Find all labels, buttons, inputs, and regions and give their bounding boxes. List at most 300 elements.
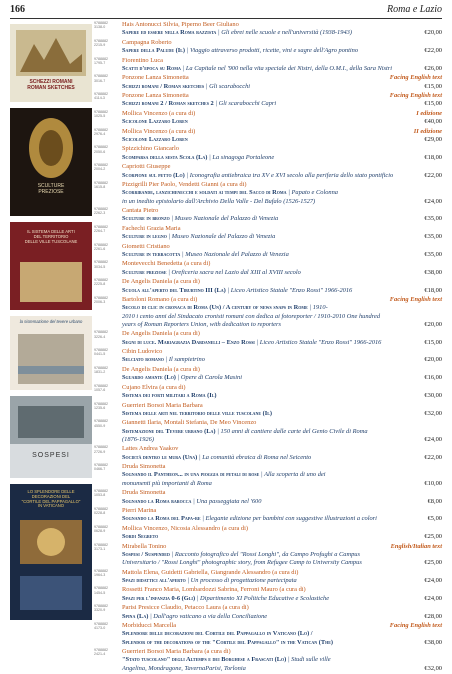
- entry-line: [122, 207, 442, 215]
- cover-schizzi-romani[interactable]: [10, 24, 92, 102]
- line-main: [122, 595, 329, 603]
- entry-text: [122, 384, 442, 401]
- price: €40,00: [424, 118, 442, 126]
- book-title: Sapere della Palude (Il): [122, 47, 186, 55]
- author: Mattola Elena, Guidetti Gabriella, Giangrande Alessandro (a cura di): [122, 568, 299, 576]
- line-main: [122, 471, 326, 479]
- entry-text: [122, 543, 442, 568]
- entry-text: [122, 243, 442, 260]
- isbn-part: 9788882: [94, 145, 108, 150]
- book-title: Scicolone Lazzaro Loren: [122, 118, 188, 126]
- line-main: [122, 498, 261, 506]
- isbn-code: [94, 39, 119, 56]
- isbn-part: 9788882: [94, 401, 108, 406]
- book-title: Sistema dei forti militari a Roma (Il): [122, 392, 217, 400]
- catalog-entry[interactable]: [94, 648, 442, 673]
- entry-line: [122, 136, 442, 144]
- isbn-code: [94, 207, 119, 224]
- price: €38,00: [424, 268, 442, 276]
- entry-line: [122, 181, 442, 189]
- cover-line: PREZIOSE: [38, 188, 64, 195]
- line-main: [122, 392, 217, 400]
- author: Ponzone Lanza Simonetta: [122, 74, 189, 82]
- line-main: [122, 198, 315, 206]
- line-main: [122, 366, 200, 374]
- subtitle: | Gli ebrei nelle scuole e nell'università (1938-1943): [216, 29, 352, 37]
- line-main: [122, 656, 331, 664]
- subtitle: | Viaggio attraverso prodotti, ricette, vini e sagre dell'Agro pontino: [185, 47, 359, 55]
- catalog-entry[interactable]: [94, 330, 442, 347]
- catalog-entry[interactable]: [94, 622, 442, 647]
- catalog-entry[interactable]: [94, 419, 442, 444]
- entry-line: [122, 525, 442, 533]
- entry-text: [122, 207, 442, 224]
- cover-title: [13, 452, 89, 460]
- line-main: [122, 515, 377, 523]
- line-main: [122, 278, 200, 286]
- price: €15,00: [424, 82, 442, 90]
- line-main: [122, 445, 178, 453]
- entry-line: [122, 419, 442, 427]
- author: Lattes Andrea Yaakov: [122, 445, 179, 453]
- isbn-code: [94, 366, 119, 383]
- isbn-part: 9788882: [94, 489, 108, 494]
- entry-line: [122, 384, 442, 392]
- line-main: [122, 207, 158, 215]
- book-title: Scorpione sul petto (Lo): [122, 171, 185, 179]
- line-main: [122, 243, 170, 251]
- price: €20,00: [424, 356, 442, 364]
- entry-line: [122, 251, 442, 259]
- entry-line: [122, 577, 442, 585]
- book-title: "Stato tuscolano" degli Altemps e dei Borghese a Frascati (Lo): [122, 656, 287, 664]
- price: €8,00: [427, 497, 442, 505]
- cover-sistema-arti[interactable]: [10, 222, 92, 310]
- entry-line: [122, 613, 442, 621]
- author: Ponzone Lanza Simonetta: [122, 92, 189, 100]
- subtitle: | Museo Nazionale del Palazzo di Venezia: [169, 215, 279, 223]
- isbn-part: 9788882: [94, 74, 108, 79]
- catalog-entry[interactable]: [94, 384, 442, 401]
- cover-line: SOSPESI: [32, 452, 70, 459]
- subtitle: | Papato e Colonna: [286, 189, 339, 197]
- cover-line: DELLE VILLE TUSCOLANE: [24, 238, 78, 244]
- subtitle: | Gli scarabocchi Capri: [213, 100, 277, 108]
- entry-line: [122, 21, 442, 29]
- cover-title: [13, 230, 89, 244]
- isbn-code: [94, 402, 119, 419]
- price: €20,00: [424, 29, 442, 37]
- isbn-part: 9788882: [94, 383, 108, 388]
- isbn-code: [94, 21, 119, 38]
- entry-line: [122, 463, 442, 471]
- entry-line: [122, 445, 442, 453]
- book-title: Sognando la Roma del Papa-re: [122, 515, 201, 523]
- cover-column: [10, 24, 92, 626]
- isbn-code: [94, 181, 119, 206]
- isbn-code: [94, 569, 119, 586]
- subtitle: | 1910-: [307, 304, 328, 312]
- isbn-code: [94, 622, 119, 647]
- line-main: [122, 543, 166, 551]
- book-title: Scorribande, lanzichenecchi e soldati ai tempi del Sacco di Roma: [122, 189, 287, 197]
- entry-text: [122, 604, 442, 621]
- subtitle: | Racconto fotografico del "Rossi Longhi", da Campo Profughi a Campus: [169, 550, 360, 558]
- entry-line: [122, 392, 442, 400]
- book-title: Spazi didattici all'aperto: [122, 576, 186, 584]
- subtitle: | Alla scoperta di uno dei: [259, 471, 326, 479]
- entry-line: [122, 515, 442, 523]
- isbn-part: 9788882: [94, 278, 108, 283]
- catalog-entry[interactable]: [94, 92, 442, 109]
- entry-line: [122, 260, 442, 268]
- price: €24,00: [424, 435, 442, 443]
- cover-line: la sistemazione del tevere urbano: [19, 319, 83, 324]
- isbn-part: 1454-5: [94, 590, 106, 595]
- isbn-code: [94, 648, 119, 673]
- price: €25,00: [424, 559, 442, 567]
- cover-line: IL SISTEMA DELLE ARTI: [27, 229, 75, 234]
- isbn-part: 9788882: [94, 524, 108, 529]
- price: €32,00: [424, 664, 442, 672]
- isbn-code: [94, 384, 119, 401]
- line-main: [122, 454, 311, 462]
- line-main: [122, 118, 188, 126]
- line-main: [122, 622, 176, 630]
- book-title: Splendore delle decorazioni del Cortile del Pappagallo in Vaticano (Lo) /: [122, 630, 313, 638]
- price: €30,00: [424, 392, 442, 400]
- line-main: [122, 507, 156, 515]
- entry-line: [122, 154, 442, 162]
- subtitle: (1876-1926): [122, 435, 154, 443]
- line-main: [122, 233, 275, 241]
- entry-text: [122, 296, 442, 329]
- catalog-entry[interactable]: [94, 243, 442, 260]
- entry-line: [122, 622, 442, 630]
- isbn-part: 1615-8: [94, 185, 106, 190]
- entry-line: [122, 339, 442, 347]
- isbn-part: 9788882: [94, 622, 108, 626]
- entry-text: [122, 525, 442, 542]
- cover-line: LO SPLENDORE DELLE: [27, 489, 75, 494]
- subtitle: | Oreficeria sacra nel Lazio dal XIII al XVIII secolo: [166, 268, 301, 276]
- catalog-entry[interactable]: [94, 348, 442, 365]
- catalog-entry[interactable]: [94, 525, 442, 542]
- line-main: [122, 489, 165, 497]
- book-title: Sognando la Roma barocca: [122, 497, 192, 505]
- catalog-entry[interactable]: [94, 39, 442, 56]
- edition-note: II edizione: [413, 127, 442, 135]
- isbn-part: 2215-9: [94, 42, 106, 47]
- isbn-part: 2261-6: [94, 246, 106, 251]
- entry-text: [122, 260, 442, 277]
- line-main: [122, 577, 297, 585]
- catalog-entry[interactable]: [94, 163, 442, 180]
- isbn-code: [94, 296, 119, 329]
- isbn-part: 1964-3: [94, 572, 106, 577]
- entry-text: [122, 348, 442, 365]
- entry-line: [122, 163, 442, 171]
- catalog-entry[interactable]: [94, 402, 442, 419]
- isbn-code: [94, 489, 119, 506]
- isbn-part: 9788882: [94, 21, 108, 25]
- line-main: [122, 163, 170, 171]
- entry-text: [122, 419, 442, 444]
- entry-text: [122, 21, 442, 38]
- section-title: Roma e Lazio: [387, 4, 442, 15]
- catalog-entry[interactable]: [94, 507, 442, 524]
- entry-line: [122, 304, 442, 312]
- isbn-part: 9788882: [94, 542, 108, 547]
- price: €22,00: [424, 171, 442, 179]
- isbn-code: [94, 243, 119, 260]
- author: Bartoloni Romano (a cura di): [122, 296, 198, 304]
- price: €22,00: [424, 47, 442, 55]
- isbn-code: [94, 128, 119, 145]
- isbn-code: [94, 163, 119, 180]
- line-main: [122, 57, 163, 65]
- isbn-part: 1795-7: [94, 60, 106, 65]
- author: Cantata Pietro: [122, 207, 159, 215]
- subtitle: 2010 i cento anni del Sindacato cronisti romani con dedica ai fotoreporter / 1910-2010 One hundred: [122, 312, 381, 320]
- author: Fachechi Grazia Maria: [122, 224, 181, 232]
- entry-line: [122, 454, 442, 462]
- entry-text: [122, 366, 442, 383]
- line-main: [122, 356, 205, 364]
- entry-line: [122, 39, 442, 47]
- price: €18,00: [424, 286, 442, 294]
- entry-line: [122, 296, 442, 304]
- entry-text: [122, 57, 442, 74]
- line-main: [122, 410, 272, 418]
- isbn-code: [94, 463, 119, 488]
- cover-line: DEL TERRITORIO: [33, 233, 69, 239]
- entry-line: [122, 507, 442, 515]
- catalog-entry[interactable]: [94, 145, 442, 162]
- line-main: [122, 172, 393, 180]
- subtitle: | Dipartimento XI Politiche Educative e Scolastiche: [195, 594, 330, 602]
- isbn-part: 2262-3: [94, 211, 106, 216]
- isbn-code: [94, 586, 119, 603]
- cover-sospesi[interactable]: [10, 396, 92, 478]
- price: €32,00: [424, 409, 442, 417]
- isbn-code: [94, 225, 119, 242]
- line-main: [122, 47, 358, 55]
- isbn-part: 3226-4: [94, 334, 106, 339]
- catalog-entry[interactable]: [94, 604, 442, 621]
- entry-line: [122, 533, 442, 541]
- price: €38,00: [424, 638, 442, 646]
- author: Hais Antonucci Silvia, Piperno Beer Giuliano: [122, 21, 239, 28]
- entry-text: [122, 489, 442, 506]
- entry-line: [122, 110, 442, 118]
- entry-text: [122, 402, 442, 419]
- line-main: [122, 269, 301, 277]
- entry-line: [122, 172, 442, 180]
- catalog-entry[interactable]: [94, 366, 442, 383]
- subtitle: years of Roman Reporters Union, with dedication to reporters: [122, 320, 281, 328]
- price: €35,00: [424, 233, 442, 241]
- catalog-entry[interactable]: [94, 225, 442, 242]
- isbn-part: 9788882: [94, 163, 108, 168]
- entry-line: [122, 118, 442, 126]
- price: €5,00: [427, 515, 442, 523]
- isbn-part: 2225-8: [94, 282, 106, 287]
- isbn-code: [94, 278, 119, 295]
- isbn-part: 9788882: [94, 181, 108, 186]
- catalog-entry[interactable]: [94, 57, 442, 74]
- catalog-entry[interactable]: [94, 586, 442, 603]
- author: Cujano Elvira (a cura di): [122, 383, 186, 391]
- isbn-part: 3320-9: [94, 608, 106, 613]
- cover-cortile-pappagallo[interactable]: [10, 484, 92, 620]
- catalog-entry[interactable]: [94, 74, 442, 91]
- cover-line: "CORTILE DEL PAPPAGALLO": [21, 498, 81, 504]
- entry-line: [122, 269, 442, 277]
- entry-line: [122, 74, 442, 82]
- isbn-part: 2006-3: [94, 300, 106, 305]
- line-main: [122, 21, 239, 29]
- entry-line: [122, 630, 442, 638]
- catalog-entry[interactable]: [94, 278, 442, 295]
- book-title: Scatti d'epoca su Roma: [122, 64, 181, 72]
- subtitle: | La Capitale nel '900 nella vita speciale dei Nistri, della O.M.I., della Sara Nistri: [180, 64, 393, 72]
- price: €24,00: [424, 594, 442, 602]
- isbn-code: [94, 348, 119, 365]
- entry-line: [122, 410, 442, 418]
- subtitle: | Gli scarabocchi: [204, 82, 251, 90]
- cover-sculture-preziose[interactable]: [10, 108, 92, 216]
- entry-line: [122, 47, 442, 55]
- isbn-part: 9788882: [94, 586, 108, 591]
- entry-line: [122, 92, 442, 100]
- line-main: [122, 251, 289, 259]
- line-main: [122, 145, 179, 153]
- cover-tevere[interactable]: [10, 316, 92, 390]
- line-main: [122, 613, 267, 621]
- catalog-entry[interactable]: [94, 463, 442, 488]
- isbn-part: 1053-8: [94, 493, 106, 498]
- price: €10,00: [424, 479, 442, 487]
- edition-note: English/Italian text: [390, 542, 442, 550]
- catalog-entry[interactable]: [94, 489, 442, 506]
- author: Mollica Vincenzo (a cura di): [122, 109, 196, 117]
- entry-text: [122, 586, 442, 603]
- catalog-entry[interactable]: [94, 110, 442, 127]
- catalog-entry[interactable]: [94, 21, 442, 38]
- line-main: [122, 74, 189, 82]
- isbn-part: 2050-6: [94, 149, 106, 154]
- author: Rossetti Franco Maria, Lombardozzi Sabrina, Ferroni Mauro (a cura di): [122, 586, 306, 594]
- price: €20,00: [424, 320, 442, 328]
- entry-text: [122, 163, 442, 180]
- book-title: Spazi per l'infanzia 0-6 (Gli): [122, 594, 196, 602]
- subtitle: | Iconografia antiebraica tra XV e XVI secolo alla periferia dello stato pontificio: [184, 171, 394, 179]
- line-main: [122, 189, 338, 197]
- catalog-entry[interactable]: [94, 445, 442, 462]
- line-main: [122, 374, 242, 382]
- isbn-part: 2264-7: [94, 229, 106, 234]
- entry-text: [122, 648, 442, 673]
- book-title: Sognando il Pantheon... in una pioggia di petali di rose: [122, 471, 260, 479]
- cover-line: SCHEZZI ROMANI: [29, 79, 73, 85]
- line-main: [122, 100, 276, 108]
- entry-text: [122, 39, 442, 56]
- line-main: [122, 287, 352, 295]
- entry-line: [122, 551, 442, 559]
- isbn-part: 9788882: [94, 463, 108, 468]
- book-title: Sculture preziose: [122, 268, 167, 276]
- isbn-part: 9788882: [94, 224, 108, 229]
- entry-line: [122, 287, 442, 295]
- entry-text: [122, 181, 442, 206]
- entry-line: [122, 243, 442, 251]
- isbn-code: [94, 330, 119, 347]
- isbn-part: 1057-6: [94, 387, 106, 392]
- line-main: [122, 384, 186, 392]
- author: Morbiducci Marcella: [122, 622, 177, 629]
- catalog-entry[interactable]: [94, 296, 442, 329]
- cover-line: DECORAZIONI DEL: [31, 493, 71, 499]
- book-title: Sordi Segreto: [122, 533, 159, 541]
- line-main: [122, 128, 195, 136]
- catalog-entry[interactable]: [94, 207, 442, 224]
- line-main: [122, 559, 362, 567]
- edition-note: Facing English text: [389, 92, 442, 100]
- line-main: [122, 225, 181, 233]
- subtitle: monumenti più importanti di Roma: [122, 479, 212, 487]
- author: Mollica Vincenzo (a cura di): [122, 127, 196, 135]
- catalog-entry[interactable]: [94, 569, 442, 586]
- cover-art: [10, 108, 92, 216]
- line-main: [122, 569, 298, 577]
- page-header: [10, 4, 442, 18]
- subtitle: | Museo Nazionale del Palazzo di Venezia: [166, 233, 276, 241]
- line-main: [122, 648, 231, 656]
- author: Guerrieri Borsoi Maria Barbara: [122, 401, 203, 409]
- entry-line: [122, 313, 442, 321]
- isbn-part: 0628-9: [94, 529, 106, 533]
- line-main: [122, 92, 189, 100]
- entry-text: [122, 74, 442, 91]
- isbn-part: 3173-1: [94, 546, 106, 551]
- entry-line: [122, 665, 442, 673]
- entry-line: [122, 57, 442, 65]
- line-main: [122, 39, 172, 47]
- catalog-entry[interactable]: [94, 543, 442, 568]
- entry-text: [122, 330, 442, 347]
- line-main: [122, 402, 203, 410]
- entry-text: [122, 278, 442, 295]
- book-title: Scicolone Lazzaro Loren: [122, 135, 188, 143]
- catalog-entry[interactable]: [94, 181, 442, 206]
- author: Pizzigrilli Pier Paolo, Vendetti Gianni (a cura di): [122, 181, 247, 189]
- catalog-entries: [94, 21, 442, 674]
- entry-line: [122, 436, 442, 444]
- line-main: [122, 260, 210, 268]
- catalog-entry[interactable]: [94, 128, 442, 145]
- isbn-code: [94, 419, 119, 444]
- subtitle: | La comunità ebraica di Roma nel Seicento: [197, 453, 312, 461]
- line-main: [122, 296, 197, 304]
- catalog-entry[interactable]: [94, 260, 442, 277]
- book-title: Splendor of the decorations of the "Cortile del Pappagallo" in the Vatican (The): [122, 638, 334, 646]
- isbn-part: 9788882: [94, 419, 108, 424]
- entry-line: [122, 348, 442, 356]
- line-main: [122, 428, 368, 436]
- isbn-part: 4550-9: [94, 423, 106, 428]
- line-main: [122, 313, 380, 321]
